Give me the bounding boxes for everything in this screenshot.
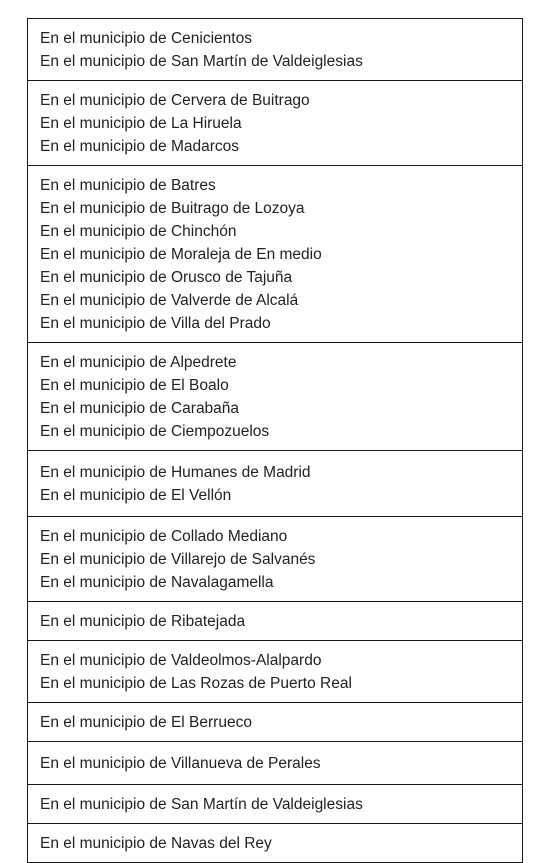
municipality-table [27, 18, 523, 863]
row-text: En el municipio de Batres [40, 177, 216, 194]
table-row [28, 450, 522, 516]
row-text: En el municipio de Cenicientos [40, 30, 252, 47]
table-row [28, 601, 522, 640]
row-text: En el municipio de Villanueva de Perales [40, 755, 321, 772]
row-text: En el municipio de San Martín de Valdeiglesias [40, 796, 363, 813]
table-row [28, 702, 522, 741]
row-text: En el municipio de La Hiruela [40, 115, 242, 132]
row-text: En el municipio de Las Rozas de Puerto Real [40, 675, 352, 692]
row-text: En el municipio de Alpedrete [40, 354, 237, 371]
table-row [28, 80, 522, 165]
row-text: En el municipio de Navas del Rey [40, 835, 272, 852]
row-text: En el municipio de Buitrago de Lozoya [40, 200, 305, 217]
row-text: En el municipio de Valdeolmos-Alalpardo [40, 652, 322, 669]
row-text: En el municipio de Villarejo de Salvanés [40, 551, 316, 568]
table-row [28, 516, 522, 601]
row-text: En el municipio de El Vellón [40, 487, 232, 504]
row-text: En el municipio de Ribatejada [40, 613, 246, 630]
row-text: En el municipio de Humanes de Madrid [40, 464, 311, 481]
row-text: En el municipio de Valverde de Alcalá [40, 292, 299, 309]
row-text: En el municipio de Orusco de Tajuña [40, 269, 293, 286]
row-text: En el municipio de Ciempozuelos [40, 423, 270, 440]
row-text: En el municipio de Villa del Prado [40, 315, 271, 332]
row-text: En el municipio de Navalagamella [40, 574, 274, 591]
row-text: En el municipio de Collado Mediano [40, 528, 288, 545]
table-row [28, 342, 522, 450]
row-text: En el municipio de Carabaña [40, 400, 240, 417]
table-row [28, 640, 522, 702]
row-text: En el municipio de El Berrueco [40, 714, 252, 731]
row-text: En el municipio de Moraleja de En medio [40, 246, 322, 263]
table-row [28, 165, 522, 342]
table-row [28, 784, 522, 823]
row-text: En el municipio de Madarcos [40, 138, 240, 155]
row-text: En el municipio de San Martín de Valdeiglesias [40, 53, 363, 70]
row-text: En el municipio de Cervera de Buitrago [40, 92, 310, 109]
table-row [28, 19, 522, 80]
row-text: En el municipio de El Boalo [40, 377, 229, 394]
row-text: En el municipio de Chinchón [40, 223, 237, 240]
table-row [28, 741, 522, 784]
